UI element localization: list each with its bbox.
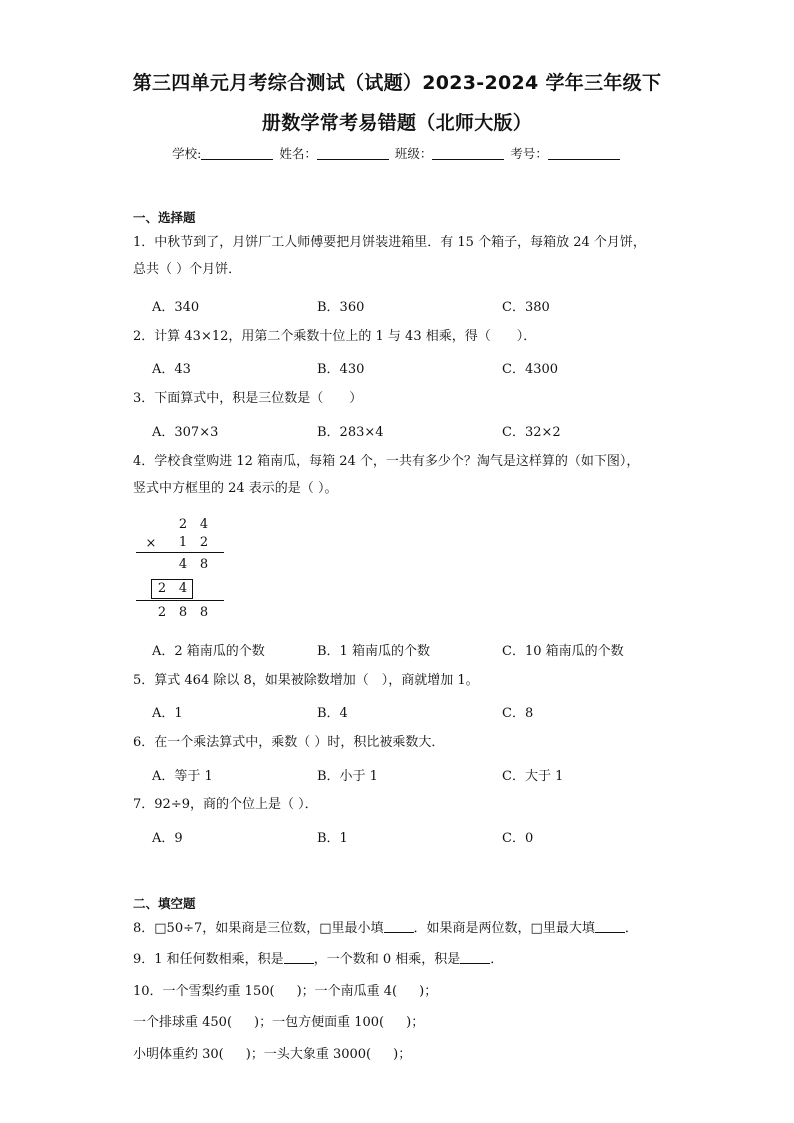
- option-b[interactable]: B．4: [317, 706, 348, 721]
- question-10-text: 小明体重约 30(: [133, 1047, 224, 1062]
- option-a[interactable]: A．1: [152, 706, 183, 721]
- answer-blank[interactable]: [460, 952, 490, 964]
- question-2: 2．计算 43×12，用第二个乘数十位上的 1 与 43 相乘，得（ ）．: [133, 329, 537, 344]
- question-4-options: [152, 640, 712, 660]
- question-3-options: [152, 421, 712, 441]
- question-6: 6．在一个乘法算式中，乘数（ ）时，积比被乘数大．: [133, 735, 445, 750]
- class-label: 班级：: [394, 146, 433, 161]
- option-c[interactable]: C．32×2: [502, 425, 561, 440]
- digit: 1: [178, 535, 188, 550]
- question-8-text: ．如果商是两位数，□里最大填: [413, 921, 595, 936]
- name-label: 姓名：: [279, 146, 317, 161]
- option-a[interactable]: A．等于 1: [152, 769, 213, 784]
- section-fill-heading: 二、填空题: [133, 896, 196, 911]
- question-8-text: 8．□50÷7，如果商是三位数，□里最小填: [133, 921, 384, 936]
- number-blank[interactable]: [548, 147, 620, 160]
- section-choice-heading: 一、选择题: [133, 210, 196, 225]
- question-9: [133, 946, 673, 973]
- school-blank[interactable]: [201, 147, 273, 160]
- option-c[interactable]: C．8: [502, 706, 534, 721]
- answer-blank[interactable]: [595, 921, 625, 933]
- class-blank[interactable]: [432, 147, 504, 160]
- question-10-text: 10．一个雪梨约重 150(: [133, 984, 275, 999]
- question-2-options: [152, 358, 712, 378]
- question-4: [133, 448, 673, 502]
- option-b[interactable]: B．1 箱南瓜的个数: [317, 644, 430, 659]
- digit: 8: [199, 557, 209, 572]
- question-4-line-1: 4．学校食堂购进 12 箱南瓜，每箱 24 个，一共有多少个？淘气是这样算的（如下图），: [133, 454, 640, 469]
- digit: 4: [199, 517, 209, 532]
- school-label: 学校:: [172, 146, 202, 161]
- digit: 2: [178, 517, 188, 532]
- student-info-row: [0, 144, 794, 162]
- question-7: 7．92÷9，商的个位上是（ ）．: [133, 797, 318, 812]
- question-1-line-1: 1．中秋节到了，月饼厂工人师傅要把月饼装进箱里．有 15 个箱子，每箱放 24 个月饼，: [133, 235, 646, 250]
- question-10-line-1: [133, 978, 673, 1005]
- question-10-text: 一个排球重 450(: [133, 1015, 233, 1030]
- option-c[interactable]: C．大于 1: [502, 769, 564, 784]
- question-1-options: [152, 296, 712, 316]
- question-10-text: )；一包方便面重 100(: [254, 1015, 385, 1030]
- question-7-options: [152, 827, 712, 847]
- digit: 2: [157, 605, 167, 620]
- number-label: 考号：: [510, 146, 548, 161]
- question-8: [133, 915, 693, 942]
- option-a[interactable]: A．43: [152, 362, 191, 377]
- question-1: [133, 229, 673, 283]
- name-blank[interactable]: [317, 147, 389, 160]
- question-10-line-2: [133, 1009, 673, 1036]
- digit: 8: [199, 605, 209, 620]
- option-c[interactable]: C．10 箱南瓜的个数: [502, 644, 624, 659]
- question-10-text: )；: [406, 1015, 425, 1030]
- question-1-line-2: 总共（ ）个月饼．: [133, 262, 242, 277]
- option-a[interactable]: A．340: [152, 300, 200, 315]
- question-9-text: ．: [490, 952, 504, 967]
- option-a[interactable]: A．2 箱南瓜的个数: [152, 644, 265, 659]
- multiply-sign: ×: [145, 536, 157, 551]
- option-a[interactable]: A．9: [152, 831, 183, 846]
- answer-blank[interactable]: [284, 952, 314, 964]
- option-c[interactable]: C．380: [502, 300, 550, 315]
- option-b[interactable]: B．1: [317, 831, 348, 846]
- question-10-text: )；一个南瓜重 4(: [296, 984, 398, 999]
- rule-line: [136, 552, 224, 553]
- question-9-text: 9．1 和任何数相乘，积是: [133, 952, 284, 967]
- question-9-text: ，一个数和 0 相乘，积是: [313, 952, 461, 967]
- question-5-options: [152, 702, 712, 722]
- answer-blank[interactable]: [384, 921, 414, 933]
- rule-line: [136, 600, 224, 601]
- question-6-options: [152, 765, 712, 785]
- question-3: 3．下面算式中，积是三位数是（ ）: [133, 391, 363, 406]
- question-8-text: ．: [624, 921, 638, 936]
- title-line-2: 册数学常考易错题（北师大版）: [261, 112, 533, 134]
- question-10-text: )；一头大象重 3000(: [245, 1047, 372, 1062]
- question-10-text: )；: [419, 984, 438, 999]
- question-10-line-3: [133, 1041, 673, 1068]
- question-10-text: )；: [393, 1047, 412, 1062]
- digit: 4: [178, 557, 188, 572]
- digit: 2: [199, 535, 209, 550]
- digit: 4: [178, 581, 188, 596]
- digit: 2: [157, 581, 167, 596]
- option-b[interactable]: B．283×4: [317, 425, 384, 440]
- digit: 8: [178, 605, 188, 620]
- option-c[interactable]: C．4300: [502, 362, 559, 377]
- option-b[interactable]: B．430: [317, 362, 365, 377]
- vertical-multiplication-figure: [136, 515, 236, 625]
- question-5: 5．算式 464 除以 8，如果被除数增加（ ），商就增加 1。: [133, 673, 479, 688]
- option-c[interactable]: C．0: [502, 831, 534, 846]
- title-line-1: 第三四单元月考综合测试（试题）2023-2024 学年三年级下: [132, 72, 662, 94]
- question-4-line-2: 竖式中方框里的 24 表示的是（ ）。: [133, 481, 338, 496]
- option-a[interactable]: A．307×3: [152, 425, 219, 440]
- option-b[interactable]: B．小于 1: [317, 769, 378, 784]
- option-b[interactable]: B．360: [317, 300, 365, 315]
